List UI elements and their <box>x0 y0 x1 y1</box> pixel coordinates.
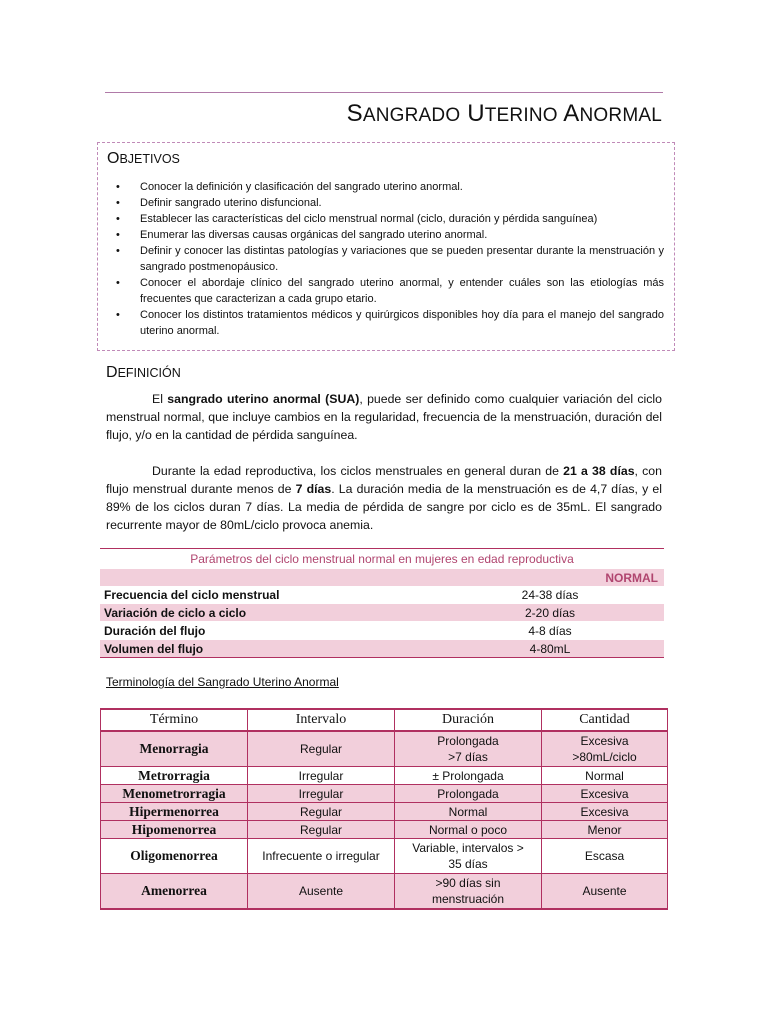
cell-term: Hipomenorrea <box>101 821 248 839</box>
terminology-title: Terminología del Sangrado Uterino Anormal <box>106 675 339 689</box>
objectives-list <box>116 179 664 339</box>
table-caption: Parámetros del ciclo menstrual normal en mujeres en edad reproductiva <box>100 549 664 570</box>
cell-amount: Menor <box>542 821 668 839</box>
cell-interval: Infrecuente o irregular <box>248 839 395 874</box>
objectives-heading: OBJETIVOS <box>107 150 180 167</box>
cell-amount: Excesiva <box>542 803 668 821</box>
objective-item: • Conocer los distintos tratamientos médicos y quirúrgicos disponibles hoy día para el manejo del sangrado uterino anormal. <box>116 307 664 339</box>
cell-term: Amenorrea <box>101 874 248 910</box>
cell-interval: Regular <box>248 821 395 839</box>
header-rule <box>105 92 663 93</box>
cell-term: Metrorragia <box>101 767 248 785</box>
definition-heading: DEFINICIÓN <box>106 364 181 381</box>
table-row: Duración del flujo 4-8 días <box>100 622 664 640</box>
definition-paragraph-2: Durante la edad reproductiva, los ciclos menstruales en general duran de 21 a 38 días, con flujo menstrual durante menos de 7 días. La duración media de la menstruación es de 4,7 días, y el 89% de los ciclos duran 7 días. La media de pérdida de sangre por ciclo es de 35mL. El sangrado recurrente mayor de 80mL/ciclo provoca anemia. <box>106 464 662 532</box>
objective-item: • Definir sangrado uterino disfuncional. <box>116 195 664 211</box>
objectives-box <box>97 142 675 351</box>
column-header: Cantidad <box>542 709 668 731</box>
cell-interval: Regular <box>248 731 395 767</box>
cell-amount: Ausente <box>542 874 668 910</box>
cell-term: Menorragia <box>101 731 248 767</box>
normal-header: NORMAL <box>436 569 664 586</box>
cell-term: Hipermenorrea <box>101 803 248 821</box>
table-row: Volumen del flujo 4-80mL <box>100 640 664 658</box>
cell-duration: Prolongada <box>395 785 542 803</box>
cell-duration: Prolongada >7 días <box>395 731 542 767</box>
table-row <box>101 767 668 785</box>
cell-term: Menometrorragia <box>101 785 248 803</box>
cell-interval: Ausente <box>248 874 395 910</box>
cell-amount: Excesiva <box>542 785 668 803</box>
objective-item: • Definir y conocer las distintas patologías y variaciones que se pueden presentar durante la menstruación y sangrado postmenopáusico. <box>116 243 664 275</box>
terminology-table <box>100 708 668 910</box>
cell-amount: Normal <box>542 767 668 785</box>
cell-interval: Regular <box>248 803 395 821</box>
objective-item: • Conocer la definición y clasificación del sangrado uterino anormal. <box>116 179 664 195</box>
column-header: Intervalo <box>248 709 395 731</box>
cell-duration: Normal o poco <box>395 821 542 839</box>
cell-amount: Excesiva >80mL/ciclo <box>542 731 668 767</box>
table-row <box>101 731 668 767</box>
table-row <box>101 821 668 839</box>
table-row <box>101 803 668 821</box>
definition-paragraph-1: El sangrado uterino anormal (SUA), puede ser definido como cualquier variación del ciclo menstrual normal, que incluye cambios en la regularidad, frecuencia de la menstruación, duración del flujo, y/o en la cantidad de pérdida sanguínea. <box>106 392 662 442</box>
objective-item: • Establecer las características del ciclo menstrual normal (ciclo, duración y pérdida sanguínea) <box>116 211 664 227</box>
cell-amount: Escasa <box>542 839 668 874</box>
menstrual-parameters-table <box>100 548 664 658</box>
cell-duration: >90 días sin menstruación <box>395 874 542 910</box>
table-row <box>101 785 668 803</box>
table-row <box>101 839 668 874</box>
table-row: Frecuencia del ciclo menstrual 24-38 días <box>100 586 664 604</box>
cell-interval: Irregular <box>248 785 395 803</box>
page-title: SANGRADO UTERINO ANORMAL <box>346 100 662 127</box>
table-row <box>101 874 668 910</box>
table-row: Variación de ciclo a ciclo 2-20 días <box>100 604 664 622</box>
cell-duration: Variable, intervalos > 35 días <box>395 839 542 874</box>
column-header: Término <box>101 709 248 731</box>
cell-duration: Normal <box>395 803 542 821</box>
cell-duration: ± Prolongada <box>395 767 542 785</box>
column-header: Duración <box>395 709 542 731</box>
objective-item: • Conocer el abordaje clínico del sangrado uterino anormal, y entender cuáles son las etiologías más frecuentes que caracterizan a cada grupo etario. <box>116 275 664 307</box>
cell-interval: Irregular <box>248 767 395 785</box>
cell-term: Oligomenorrea <box>101 839 248 874</box>
objective-item: • Enumerar las diversas causas orgánicas del sangrado uterino anormal. <box>116 227 664 243</box>
